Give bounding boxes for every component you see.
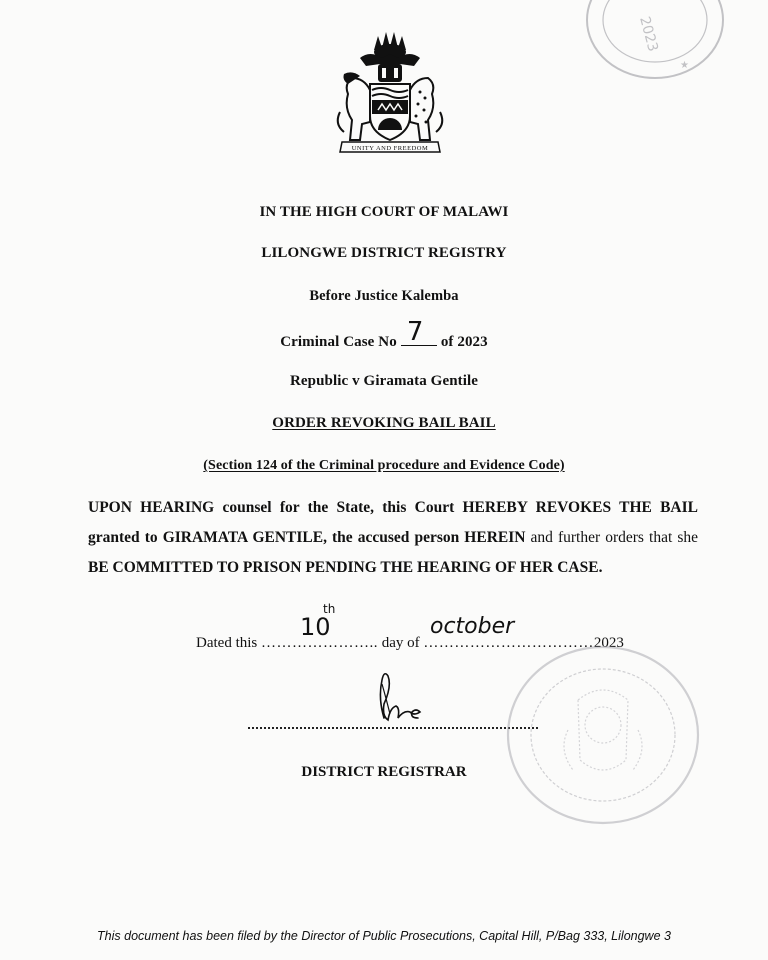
court-seal-stamp [498,640,708,830]
case-prefix: Criminal Case No [280,334,397,350]
registrar-signature [370,668,440,728]
handwritten-day: 10 [300,613,331,641]
svg-text:2023: 2023 [636,14,661,54]
order-section: (Section 124 of the Criminal procedure and Evidence Code) [203,458,565,473]
svg-text:UNITY AND FREEDOM: UNITY AND FREEDOM [351,145,429,152]
handwritten-month: october [430,614,515,639]
case-number-handwritten: 7 [406,317,424,347]
dated-middle: day of [381,635,420,651]
court-name: IN THE HIGH COURT OF MALAWI [259,204,509,220]
registry-name: LILONGWE DISTRICT REGISTRY [261,245,507,261]
registrar-title: DISTRICT REGISTRAR [301,764,467,780]
svg-text:★: ★ [680,60,689,71]
order-body-part2: and further orders that she [525,529,698,546]
malawi-coat-of-arms-logo [330,28,450,156]
day-blank: ………………….. [261,635,378,651]
order-title: ORDER REVOKING BAIL BAIL [272,415,496,431]
justice-name: Before Justice Kalemba [309,288,459,304]
order-body [88,493,698,583]
order-body-part3: BE COMMITTED TO PRISON PENDING THE HEARING OF HER CASE. [88,559,603,576]
signature-line [248,727,538,729]
order-body-part1: UPON HEARING counsel for the State, this Court HEREBY REVOKES THE BAIL granted to GIRAMATA GENTILE, the accused person HEREIN [88,499,698,546]
case-number-blank [401,317,437,347]
handwritten-day-suffix: th [323,602,336,616]
dated-prefix: Dated this [196,635,258,651]
month-blank: …………………………… [423,635,594,651]
case-number-line [0,317,768,351]
case-suffix: of 2023 [440,334,488,350]
filing-footer: This document has been filed by the Director of Public Prosecutions, Capital Hill, P/Bag 333, Lilongwe 3 [97,929,671,943]
case-parties: Republic v Giramata Gentile [289,373,479,389]
dated-year: 2023 [593,635,624,651]
court-stamp-top [580,0,730,90]
